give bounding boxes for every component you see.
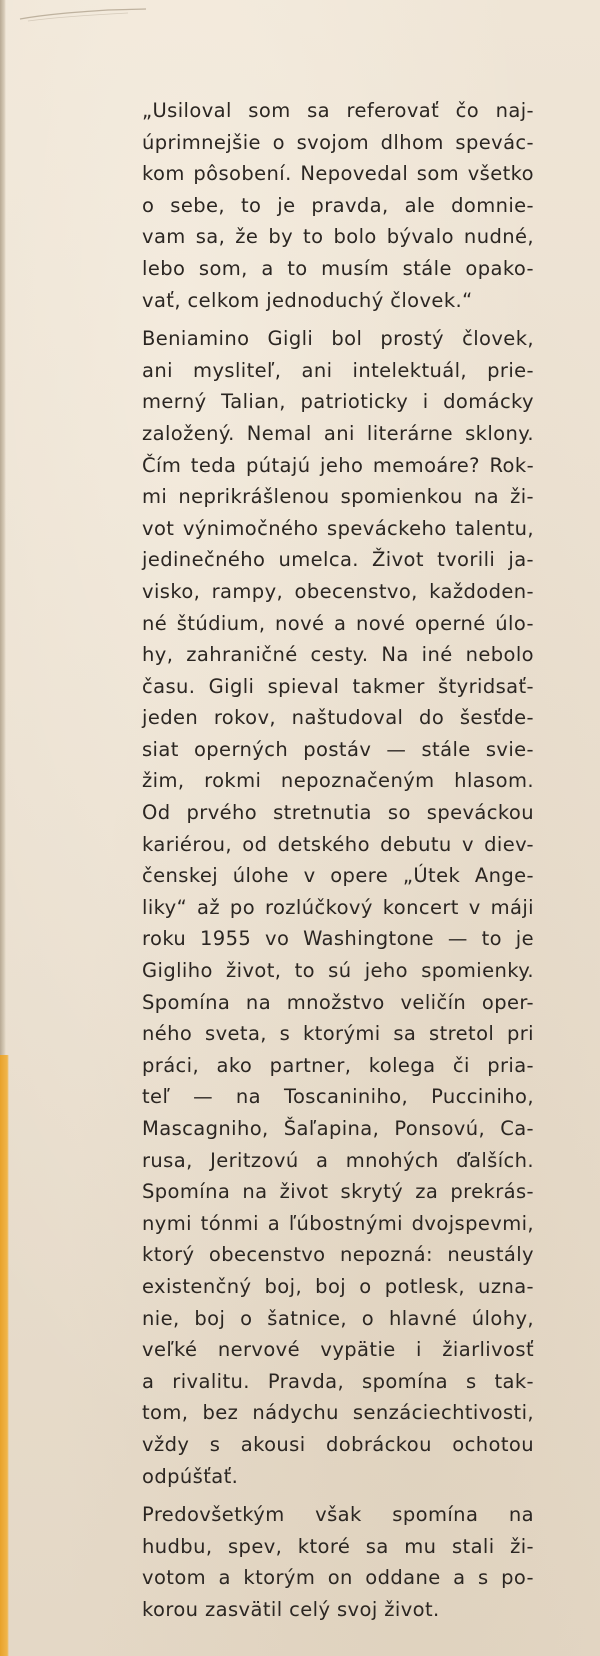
text-line: vať, celkom jednoduchý človek.“ bbox=[142, 288, 473, 312]
text-line: merný Talian, patrioticky i domácky bbox=[142, 390, 534, 414]
text-line: Od prvého stretnutia so speváckou bbox=[142, 801, 534, 825]
text-line: a rivalitu. Pravda, spomína s tak- bbox=[142, 1369, 534, 1393]
text-line: né štúdium, nové a nové operné úlo- bbox=[142, 611, 534, 635]
text-line: veľké nervové vypätie i žiarlivosť bbox=[142, 1338, 534, 1362]
text-line: vam sa, že by to bolo bývalo nudné, bbox=[142, 225, 534, 249]
text-line: ani mysliteľ, ani intelektuál, prie- bbox=[142, 358, 534, 382]
text-line: mi neprikrášlenou spomienkou na ži- bbox=[142, 485, 534, 509]
text-line: úprimnejšie o svojom dlhom spevác- bbox=[142, 130, 534, 154]
text-line: Gigliho život, to sú jeho spomienky. bbox=[142, 959, 534, 983]
text-line: vot výnimočného speváckeho talentu, bbox=[142, 516, 534, 540]
orange-cover-strip bbox=[0, 1055, 9, 1656]
text-line: votom a ktorým on oddane a s po- bbox=[142, 1566, 534, 1590]
paragraph-3 bbox=[124, 1499, 534, 1625]
text-line: práci, ako partner, kolega či pria- bbox=[142, 1053, 534, 1077]
text-line: Predovšetkým však spomína na bbox=[142, 1503, 534, 1527]
text-line: Beniamino Gigli bol prostý človek, bbox=[142, 327, 534, 351]
text-line: nie, boj o šatnice, o hlavné úlohy, bbox=[142, 1306, 534, 1330]
text-line: jedinečného umelca. Život tvorili ja- bbox=[142, 548, 534, 572]
text-line: hudbu, spev, ktoré sa mu stali ži- bbox=[142, 1534, 534, 1558]
text-line: kariérou, od detského debutu v diev- bbox=[142, 832, 534, 856]
text-line: žim, rokmi nepoznačeným hlasom. bbox=[142, 769, 534, 793]
text-line: hy, zahraničné cesty. Na iné nebolo bbox=[142, 643, 534, 667]
text-line: teľ — na Toscaniniho, Pucciniho, bbox=[142, 1085, 534, 1109]
text-line: nymi tónmi a ľúbostnými dvojspevmi, bbox=[142, 1211, 534, 1235]
text-line: Spomína na život skrytý za prekrás- bbox=[142, 1180, 534, 1204]
text-line: tom, bez nádychu senzáciechtivosti, bbox=[142, 1401, 534, 1425]
text-line: čenskej úlohe v opere „Útek Ange- bbox=[142, 864, 534, 888]
text-line: o sebe, to je pravda, ale domnie- bbox=[142, 193, 534, 217]
text-line: siat operných postáv — stále svie- bbox=[142, 737, 534, 761]
paragraph-1 bbox=[124, 95, 534, 316]
page-left-edge bbox=[0, 0, 6, 1060]
text-line: ktorý obecenstvo nepozná: neustály bbox=[142, 1243, 534, 1267]
text-line: kom pôsobení. Nepovedal som všetko bbox=[142, 162, 534, 186]
text-line: Čím teda pútajú jeho memoáre? Rok- bbox=[142, 453, 534, 477]
text-line: založený. Nemal ani literárne sklony. bbox=[142, 421, 534, 445]
text-line: ného sveta, s ktorými sa stretol pri bbox=[142, 1022, 534, 1046]
text-line: Mascagniho, Šaľapina, Ponsovú, Ca- bbox=[142, 1117, 534, 1140]
text-line: liky“ až po rozlúčkový koncert v máji bbox=[142, 895, 534, 919]
paragraph-2 bbox=[124, 323, 534, 1492]
text-line: „Usiloval som sa referovať čo naj- bbox=[142, 99, 534, 122]
text-line: Spomína na množstvo veličín oper- bbox=[142, 990, 534, 1014]
text-line: času. Gigli spieval takmer štyridsať- bbox=[142, 674, 534, 698]
text-line: roku 1955 vo Washingtone — to je bbox=[142, 927, 534, 951]
text-line: korou zasvätil celý svoj život. bbox=[142, 1597, 440, 1621]
text-line: jeden rokov, naštudoval do šesťde- bbox=[142, 706, 534, 730]
text-line: rusa, Jeritzovú a mnohých ďalších. bbox=[142, 1148, 534, 1172]
paper-wear-mark bbox=[18, 8, 148, 22]
text-line: lebo som, a to musím stále opako- bbox=[142, 256, 534, 280]
text-line: vždy s akousi dobráckou ochotou bbox=[142, 1432, 534, 1456]
text-line: visko, rampy, obecenstvo, každoden- bbox=[142, 579, 534, 603]
flap-text-column bbox=[124, 95, 534, 1626]
text-line: odpúšťať. bbox=[142, 1464, 239, 1488]
text-line: existenčný boj, boj o potlesk, uzna- bbox=[142, 1274, 534, 1298]
